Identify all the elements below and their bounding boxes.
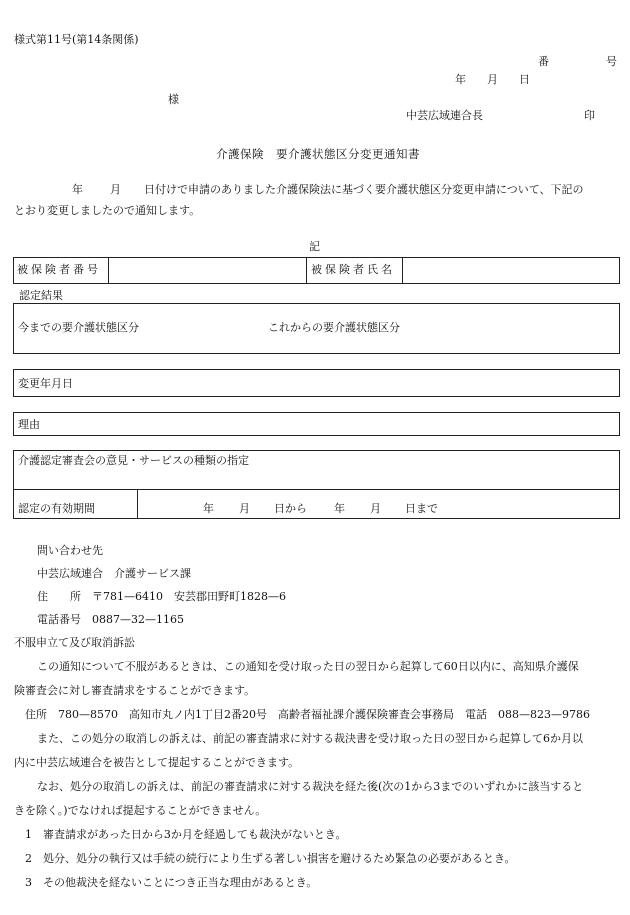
- reason-box: [13, 412, 620, 436]
- change-date-label: 変更年月日: [18, 377, 73, 390]
- result-label: 認定結果: [19, 289, 63, 302]
- sender-name: 中芸広域連合長: [406, 109, 483, 122]
- appeal-heading: 不服申立て及び取消訴訟: [14, 636, 135, 649]
- appeal-p1-line1: この通知について不服があるときは、この通知を受け取った日の翌日から起算して60日以内に、高知県介護保: [37, 660, 579, 673]
- intro-month: 月: [110, 183, 121, 196]
- current-level-label: 今までの要介護状態区分: [18, 321, 139, 334]
- intro-text: 日付けで申請のありました介護保険法に基づく要介護状態区分変更申請について、下記の: [144, 183, 584, 196]
- new-level-label: これからの要介護状態区分: [268, 321, 400, 334]
- form-number: 様式第11号(第14条関係): [14, 33, 139, 46]
- recipient-honorific: 様: [168, 93, 179, 106]
- seal-mark: 印: [584, 109, 595, 122]
- number-go: 号: [606, 55, 617, 68]
- document-title: 介護保険 要介護状態区分変更通知書: [216, 147, 420, 161]
- divider: [137, 489, 138, 519]
- validity-year-1: 年: [203, 502, 214, 515]
- contact-office: 中芸広域連合 介護サービス課: [37, 567, 191, 580]
- appeal-p3-line1: なお、処分の取消しの訴えは、前記の審査請求に対する裁決を経た後(次の1から3までのいずれかに該当すると: [37, 780, 584, 793]
- ki-label: 記: [309, 240, 320, 253]
- contact-heading: 問い合わせ先: [37, 544, 103, 557]
- opinion-label: 介護認定審査会の意見・サービスの種類の指定: [18, 454, 249, 467]
- validity-label: 認定の有効期間: [18, 502, 95, 515]
- appeal-item-2: 2 処分、処分の執行又は手続の続行により生ずる著しい損害を避けるため緊急の必要があるとき。: [25, 852, 516, 865]
- divider: [108, 257, 109, 284]
- appeal-address: 住所 780—8570 高知市丸ノ内1丁目2番20号 高齢者福祉課介護保険審査会事務局 電話 088—823—9786: [25, 708, 590, 721]
- insured-number-label: 被保険者番号: [17, 263, 101, 276]
- reason-label: 理由: [18, 418, 40, 431]
- appeal-item-3: 3 その他裁決を経ないことにつき正当な理由があるとき。: [25, 876, 318, 889]
- date-month: 月: [487, 73, 498, 86]
- date-year: 年: [455, 73, 466, 86]
- validity-month-1: 月: [239, 502, 250, 515]
- intro-text-2: とおり変更しましたので通知します。: [14, 204, 201, 217]
- insured-name-label: 被保険者氏名: [311, 263, 395, 276]
- change-date-box: [13, 369, 620, 397]
- validity-year-2: 年: [334, 502, 345, 515]
- intro-year: 年: [72, 183, 83, 196]
- appeal-p3-line2: きを除く。)でなければ提起することができません。: [14, 804, 267, 817]
- contact-address: 住 所 〒781—6410 安芸郡田野町1828—6: [37, 590, 286, 603]
- validity-month-2: 月: [370, 502, 381, 515]
- validity-from: 日から: [274, 502, 307, 515]
- number-ban: 番: [538, 55, 549, 68]
- divider: [13, 489, 620, 490]
- appeal-p2-line1: また、この処分の取消しの訴えは、前記の審査請求に対する裁決書を受け取った日の翌日から起算して6か月以: [37, 732, 583, 745]
- appeal-p2-line2: 内に中芸広域連合を被告として提起することができます。: [14, 756, 300, 769]
- contact-phone: 電話番号 0887—32—1165: [37, 613, 184, 626]
- appeal-item-1: 1 審査請求があった日から3か月を経過しても裁決がないとき。: [25, 828, 347, 841]
- date-day: 日: [519, 73, 530, 86]
- appeal-p1-line2: 険審査会に対し審査請求をすることができます。: [14, 684, 256, 697]
- divider: [306, 257, 307, 284]
- divider: [402, 257, 403, 284]
- validity-to: 日まで: [405, 502, 438, 515]
